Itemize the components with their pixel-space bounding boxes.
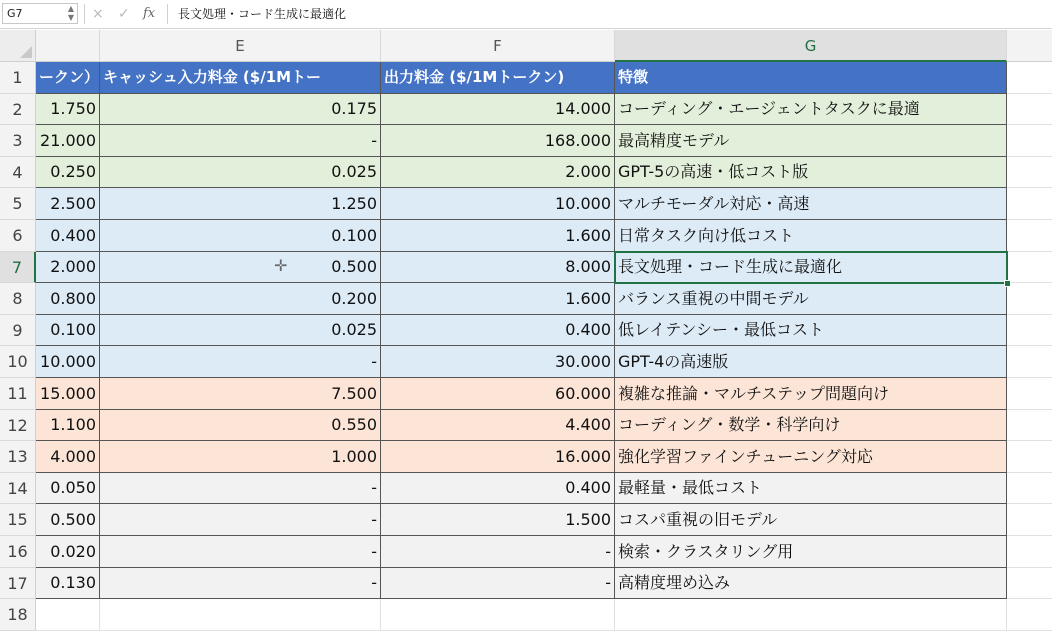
cell-h10[interactable] <box>1007 346 1052 378</box>
cell-d2[interactable]: 1.750 <box>36 94 100 125</box>
cell-e5[interactable]: 1.250 <box>100 188 381 220</box>
cell-h12[interactable] <box>1007 410 1052 441</box>
cell-h18[interactable] <box>1007 599 1052 631</box>
row-header-13[interactable]: 13 <box>0 441 36 473</box>
row-header-5[interactable]: 5 <box>0 188 36 220</box>
name-box-value: G7 <box>7 7 23 20</box>
row-header-8[interactable]: 8 <box>0 283 36 315</box>
formula-bar <box>0 0 1052 29</box>
cell-d14[interactable]: 0.050 <box>36 473 100 504</box>
row-header-7[interactable]: 7 <box>0 252 36 283</box>
cell-f6[interactable]: 1.600 <box>381 220 615 252</box>
cell-d4[interactable]: 0.250 <box>36 157 100 188</box>
cell-e9[interactable]: 0.025 <box>100 315 381 346</box>
cell-e14[interactable]: - <box>100 473 381 504</box>
confirm-icon[interactable]: ✓ <box>118 6 130 22</box>
cell-e4[interactable]: 0.025 <box>100 157 381 188</box>
cell-d8[interactable]: 0.800 <box>36 283 100 315</box>
row-header-18[interactable]: 18 <box>0 599 36 631</box>
cell-h8[interactable] <box>1007 283 1052 315</box>
cell-e6[interactable]: 0.100 <box>100 220 381 252</box>
select-all-corner[interactable] <box>0 30 36 62</box>
cell-d7[interactable]: 2.000 <box>36 252 100 283</box>
spreadsheet-grid <box>0 30 1052 628</box>
cell-h11[interactable] <box>1007 378 1052 410</box>
row-header-12[interactable]: 12 <box>0 410 36 441</box>
row-header-14[interactable]: 14 <box>0 473 36 504</box>
cell-g3[interactable]: 最高精度モデル <box>615 125 1007 157</box>
cell-d13[interactable]: 4.000 <box>36 441 100 473</box>
cell-e18[interactable] <box>100 599 381 631</box>
row-header-15[interactable]: 15 <box>0 504 36 536</box>
row-header-6[interactable]: 6 <box>0 220 36 252</box>
cell-e7[interactable]: 0.500 <box>100 252 381 283</box>
cell-e3[interactable]: - <box>100 125 381 157</box>
row-header-1[interactable]: 1 <box>0 62 36 94</box>
cell-g5[interactable]: マルチモーダル対応・高速 <box>615 188 1007 220</box>
cell-e15[interactable]: - <box>100 504 381 536</box>
cell-h7[interactable] <box>1007 252 1052 283</box>
cell-h3[interactable] <box>1007 125 1052 157</box>
cell-h17[interactable] <box>1007 568 1052 599</box>
cell-e13[interactable]: 1.000 <box>100 441 381 473</box>
cell-g14[interactable]: 最軽量・最低コスト <box>615 473 1007 504</box>
cell-e12[interactable]: 0.550 <box>100 410 381 441</box>
cell-e16[interactable]: - <box>100 536 381 568</box>
cell-f8[interactable]: 1.600 <box>381 283 615 315</box>
cell-h1[interactable] <box>1007 62 1052 94</box>
cell-d16[interactable]: 0.020 <box>36 536 100 568</box>
cell-f18[interactable] <box>381 599 615 631</box>
cell-g6[interactable]: 日常タスク向け低コスト <box>615 220 1007 252</box>
formula-bar-divider <box>167 4 168 24</box>
header-cell-e[interactable]: キャッシュ入力料金 ($/1Mトー <box>100 62 381 94</box>
cell-e8[interactable]: 0.200 <box>100 283 381 315</box>
cell-g2[interactable]: コーディング・エージェントタスクに最適 <box>615 94 1007 125</box>
cell-h13[interactable] <box>1007 441 1052 473</box>
cell-f11[interactable]: 60.000 <box>381 378 615 410</box>
column-header-e[interactable]: E <box>100 30 381 62</box>
cell-e10[interactable]: - <box>100 346 381 378</box>
cell-g4[interactable]: GPT-5の高速・低コスト版 <box>615 157 1007 188</box>
cell-f15[interactable]: 1.500 <box>381 504 615 536</box>
cell-d3[interactable]: 21.000 <box>36 125 100 157</box>
header-cell-g[interactable]: 特徴 <box>615 62 1007 94</box>
cell-e11[interactable]: 7.500 <box>100 378 381 410</box>
cell-f4[interactable]: 2.000 <box>381 157 615 188</box>
formula-bar-divider <box>84 4 85 24</box>
row-header-9[interactable]: 9 <box>0 315 36 346</box>
column-header-h[interactable] <box>1007 30 1052 62</box>
cell-h16[interactable] <box>1007 536 1052 568</box>
cell-g10[interactable]: GPT-4の高速版 <box>615 346 1007 378</box>
cell-cursor-icon: ✛ <box>274 256 288 275</box>
row-header-3[interactable]: 3 <box>0 125 36 157</box>
cell-h6[interactable] <box>1007 220 1052 252</box>
cell-g11[interactable]: 複雑な推論・マルチステップ問題向け <box>615 378 1007 410</box>
row-header-17[interactable]: 17 <box>0 568 36 599</box>
column-header-f[interactable]: F <box>381 30 615 62</box>
cell-d15[interactable]: 0.500 <box>36 504 100 536</box>
cell-e17[interactable]: - <box>100 568 381 599</box>
cell-d9[interactable]: 0.100 <box>36 315 100 346</box>
cell-h5[interactable] <box>1007 188 1052 220</box>
cell-h4[interactable] <box>1007 157 1052 188</box>
cell-f2[interactable]: 14.000 <box>381 94 615 125</box>
header-cell-d[interactable]: ークン） <box>36 62 100 94</box>
column-header-g[interactable]: G <box>615 30 1007 62</box>
cell-h2[interactable] <box>1007 94 1052 125</box>
formula-input[interactable]: 長文処理・コード生成に最適化 <box>178 7 347 21</box>
row-header-11[interactable]: 11 <box>0 378 36 410</box>
cell-f16[interactable]: - <box>381 536 615 568</box>
cell-f12[interactable]: 4.400 <box>381 410 615 441</box>
cell-g13[interactable]: 強化学習ファインチューニング対応 <box>615 441 1007 473</box>
cell-f13[interactable]: 16.000 <box>381 441 615 473</box>
cell-f17[interactable]: - <box>381 568 615 599</box>
cell-f5[interactable]: 10.000 <box>381 188 615 220</box>
cell-f10[interactable]: 30.000 <box>381 346 615 378</box>
cell-f9[interactable]: 0.400 <box>381 315 615 346</box>
row-header-4[interactable]: 4 <box>0 157 36 188</box>
fill-handle[interactable] <box>1004 280 1011 287</box>
row-header-10[interactable]: 10 <box>0 346 36 378</box>
cell-d11[interactable]: 15.000 <box>36 378 100 410</box>
name-box-dropdown-icon[interactable]: ▲ ▼ <box>67 4 74 22</box>
name-box[interactable] <box>2 3 78 24</box>
insert-function-icon[interactable]: fx <box>143 6 156 21</box>
cancel-icon[interactable]: × <box>92 6 104 22</box>
cell-g12[interactable]: コーディング・数学・科学向け <box>615 410 1007 441</box>
cell-h14[interactable] <box>1007 473 1052 504</box>
cell-d12[interactable]: 1.100 <box>36 410 100 441</box>
cell-d5[interactable]: 2.500 <box>36 188 100 220</box>
cell-g15[interactable]: コスパ重視の旧モデル <box>615 504 1007 536</box>
cell-d6[interactable]: 0.400 <box>36 220 100 252</box>
cell-g16[interactable]: 検索・クラスタリング用 <box>615 536 1007 568</box>
cell-f3[interactable]: 168.000 <box>381 125 615 157</box>
cell-d17[interactable]: 0.130 <box>36 568 100 599</box>
cell-h15[interactable] <box>1007 504 1052 536</box>
row-header-2[interactable]: 2 <box>0 94 36 125</box>
cell-g18[interactable] <box>615 599 1007 631</box>
cell-h9[interactable] <box>1007 315 1052 346</box>
cell-e2[interactable]: 0.175 <box>100 94 381 125</box>
cell-d10[interactable]: 10.000 <box>36 346 100 378</box>
cell-g8[interactable]: バランス重視の中間モデル <box>615 283 1007 315</box>
cell-f7[interactable]: 8.000 <box>381 252 615 283</box>
column-header-d[interactable] <box>36 30 100 62</box>
cell-f14[interactable]: 0.400 <box>381 473 615 504</box>
cell-d18[interactable] <box>36 599 100 631</box>
row-header-16[interactable]: 16 <box>0 536 36 568</box>
cell-g7[interactable]: 長文処理・コード生成に最適化 <box>615 252 1007 283</box>
header-cell-f[interactable]: 出力料金 ($/1Mトークン) <box>381 62 615 94</box>
cell-g17[interactable]: 高精度埋め込み <box>615 568 1007 599</box>
cell-g9[interactable]: 低レイテンシー・最低コスト <box>615 315 1007 346</box>
